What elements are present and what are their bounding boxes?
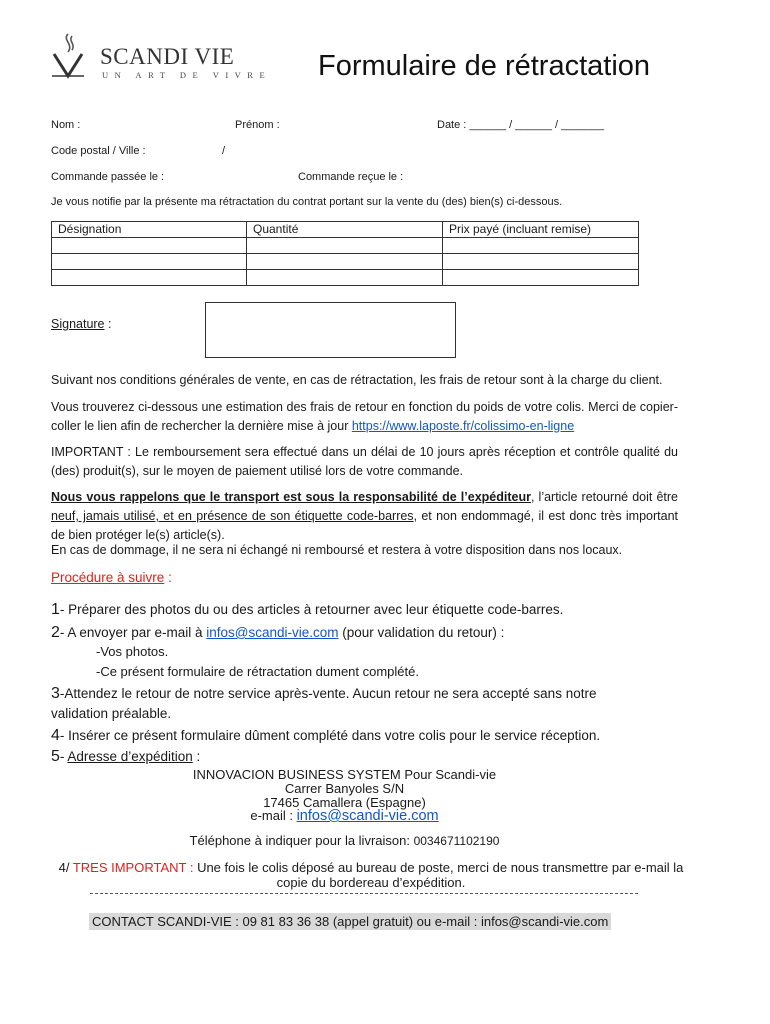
address-line-3: 17465 Camallera (Espagne) bbox=[263, 795, 426, 810]
paragraph-transport bbox=[51, 488, 678, 545]
paragraph-important: IMPORTANT : Le remboursement sera effectué dans un délai de 10 jours après réception et contrôle qualité du (des) produit(s), sur le moyen de paiement utilisé lors de votre commande. bbox=[51, 445, 678, 478]
dashed-divider bbox=[90, 893, 638, 894]
step-2-sub-formulaire: -Ce présent formulaire de rétractation dument complété. bbox=[96, 664, 419, 679]
signature-box[interactable] bbox=[205, 302, 456, 358]
step-2-number: 2 bbox=[51, 624, 60, 641]
step-3 bbox=[51, 684, 651, 724]
step-2-email-link[interactable]: infos@scandi-vie.com bbox=[206, 625, 339, 640]
field-date[interactable]: Date : ______ / ______ / _______ bbox=[437, 119, 604, 131]
header-quantite: Quantité bbox=[247, 222, 443, 238]
step-5-label: Adresse d’expédition bbox=[67, 749, 193, 764]
address-line-1: INNOVACION BUSINESS SYSTEM Pour Scandi-vie bbox=[192, 767, 497, 782]
step-4-number: 4 bbox=[51, 727, 60, 744]
header-prix: Prix payé (incluant remise) bbox=[443, 222, 639, 238]
signature-label-row bbox=[51, 317, 111, 331]
table-cell[interactable] bbox=[443, 254, 639, 270]
signature-label: Signature bbox=[51, 317, 105, 331]
important-prefix: 4/ bbox=[58, 860, 73, 875]
step-3-text: -Attendez le retour de notre service après-vente. Aucun retour ne sera accepté sans notre validation préalable. bbox=[51, 686, 597, 721]
address-email-label: e-mail : bbox=[250, 808, 297, 823]
procedure-heading-colon: : bbox=[164, 570, 172, 585]
table-cell[interactable] bbox=[247, 254, 443, 270]
important-label: TRES IMPORTANT : bbox=[72, 860, 194, 875]
table-row bbox=[52, 254, 639, 270]
address-line-2: Carrer Banyoles S/N bbox=[284, 781, 405, 796]
table-cell[interactable] bbox=[52, 238, 247, 254]
table-cell[interactable] bbox=[247, 238, 443, 254]
step-5-colon: : bbox=[192, 749, 201, 764]
laposte-link[interactable]: https://www.laposte.fr/colissimo-en-ligne bbox=[351, 419, 575, 433]
field-commande-recue[interactable]: Commande reçue le : bbox=[298, 171, 404, 183]
signature-colon: : bbox=[104, 317, 112, 331]
step-2-sub-photos: -Vos photos. bbox=[96, 644, 169, 659]
procedure-heading bbox=[51, 570, 172, 585]
field-code-postal[interactable]: Code postal / Ville : bbox=[51, 145, 146, 157]
step-5-number: 5 bbox=[51, 748, 60, 765]
step-5 bbox=[51, 747, 200, 767]
step-4 bbox=[51, 726, 600, 746]
step-1-number: 1 bbox=[51, 601, 60, 618]
estimation-text: Vous trouverez ci-dessous une estimation des frais de retour en fonction du poids de votre colis. Merci de copier-coller le lien afin de rechercher la dernière mise à jour bbox=[51, 400, 678, 433]
header-designation: Désignation bbox=[52, 222, 247, 238]
step-3-number: 3 bbox=[51, 685, 60, 702]
address-email-row bbox=[51, 808, 638, 824]
table-cell[interactable] bbox=[247, 270, 443, 286]
logo-name: SCANDI VIE bbox=[100, 44, 235, 69]
logo-tagline: UN ART DE VIVRE bbox=[102, 70, 272, 80]
table-cell[interactable] bbox=[52, 270, 247, 286]
table-cell[interactable] bbox=[443, 270, 639, 286]
step-5-dash: - bbox=[59, 749, 68, 764]
transport-rest: , et non endommagé, il est donc très important de bien protéger le(s) article(s). bbox=[51, 509, 678, 542]
table-cell[interactable] bbox=[443, 238, 639, 254]
address-phone-label: Téléphone à indiquer pour la livraison: bbox=[189, 833, 414, 848]
field-nom[interactable]: Nom : bbox=[51, 119, 81, 131]
transport-after-bold: , l’article retourné doit être bbox=[530, 490, 678, 504]
address-phone-row bbox=[51, 833, 638, 849]
address-email-link[interactable]: infos@scandi-vie.com bbox=[296, 808, 439, 824]
address-phone: 0034671102190 bbox=[413, 834, 500, 848]
field-commande-passee[interactable]: Commande passée le : bbox=[51, 171, 165, 183]
step-4-text: - Insérer ce présent formulaire dûment complété dans votre colis pour le service réception. bbox=[59, 728, 601, 743]
important-text: Une fois le colis déposé au bureau de poste, merci de nous transmettre par e-mail la copie du bordereau d’expédition. bbox=[193, 860, 684, 890]
step-1 bbox=[51, 600, 563, 620]
paragraph-frais: Suivant nos conditions générales de vente, en cas de rétractation, les frais de retour sont à la charge du client. bbox=[51, 373, 663, 387]
notice-text: Je vous notifie par la présente ma rétractation du contrat portant sur la vente du (des) bien(s) ci-dessous. bbox=[51, 196, 563, 208]
procedure-heading-text: Procédure à suivre bbox=[51, 570, 165, 585]
step-2-text-a: - A envoyer par e-mail à bbox=[59, 625, 207, 640]
field-prenom[interactable]: Prénom : bbox=[235, 119, 280, 131]
table-row bbox=[52, 238, 639, 254]
table-row bbox=[52, 270, 639, 286]
page-title: Formulaire de rétractation bbox=[318, 50, 651, 82]
important-note bbox=[51, 860, 691, 890]
table-cell[interactable] bbox=[52, 254, 247, 270]
step-2-text-b: (pour validation du retour) : bbox=[338, 625, 505, 640]
paragraph-dommage: En cas de dommage, il ne sera ni échangé ni remboursé et restera à votre disposition dans nos locaux. bbox=[51, 543, 623, 557]
field-slash: / bbox=[222, 145, 226, 157]
transport-bold: Nous vous rappelons que le transport est sous la responsabilité de l’expéditeur bbox=[51, 490, 531, 504]
items-table bbox=[51, 221, 639, 286]
paragraph-estimation bbox=[51, 398, 678, 436]
table-header-row bbox=[52, 222, 639, 238]
transport-underlined: neuf, jamais utilisé, et en présence de son étiquette code-barres bbox=[51, 509, 414, 523]
contact-banner: CONTACT SCANDI-VIE : 09 81 83 36 38 (appel gratuit) ou e-mail : infos@scandi-vie.com bbox=[89, 913, 611, 930]
step-1-text: - Préparer des photos du ou des articles à retourner avec leur étiquette code-barres. bbox=[59, 602, 564, 617]
step-2 bbox=[51, 623, 504, 643]
